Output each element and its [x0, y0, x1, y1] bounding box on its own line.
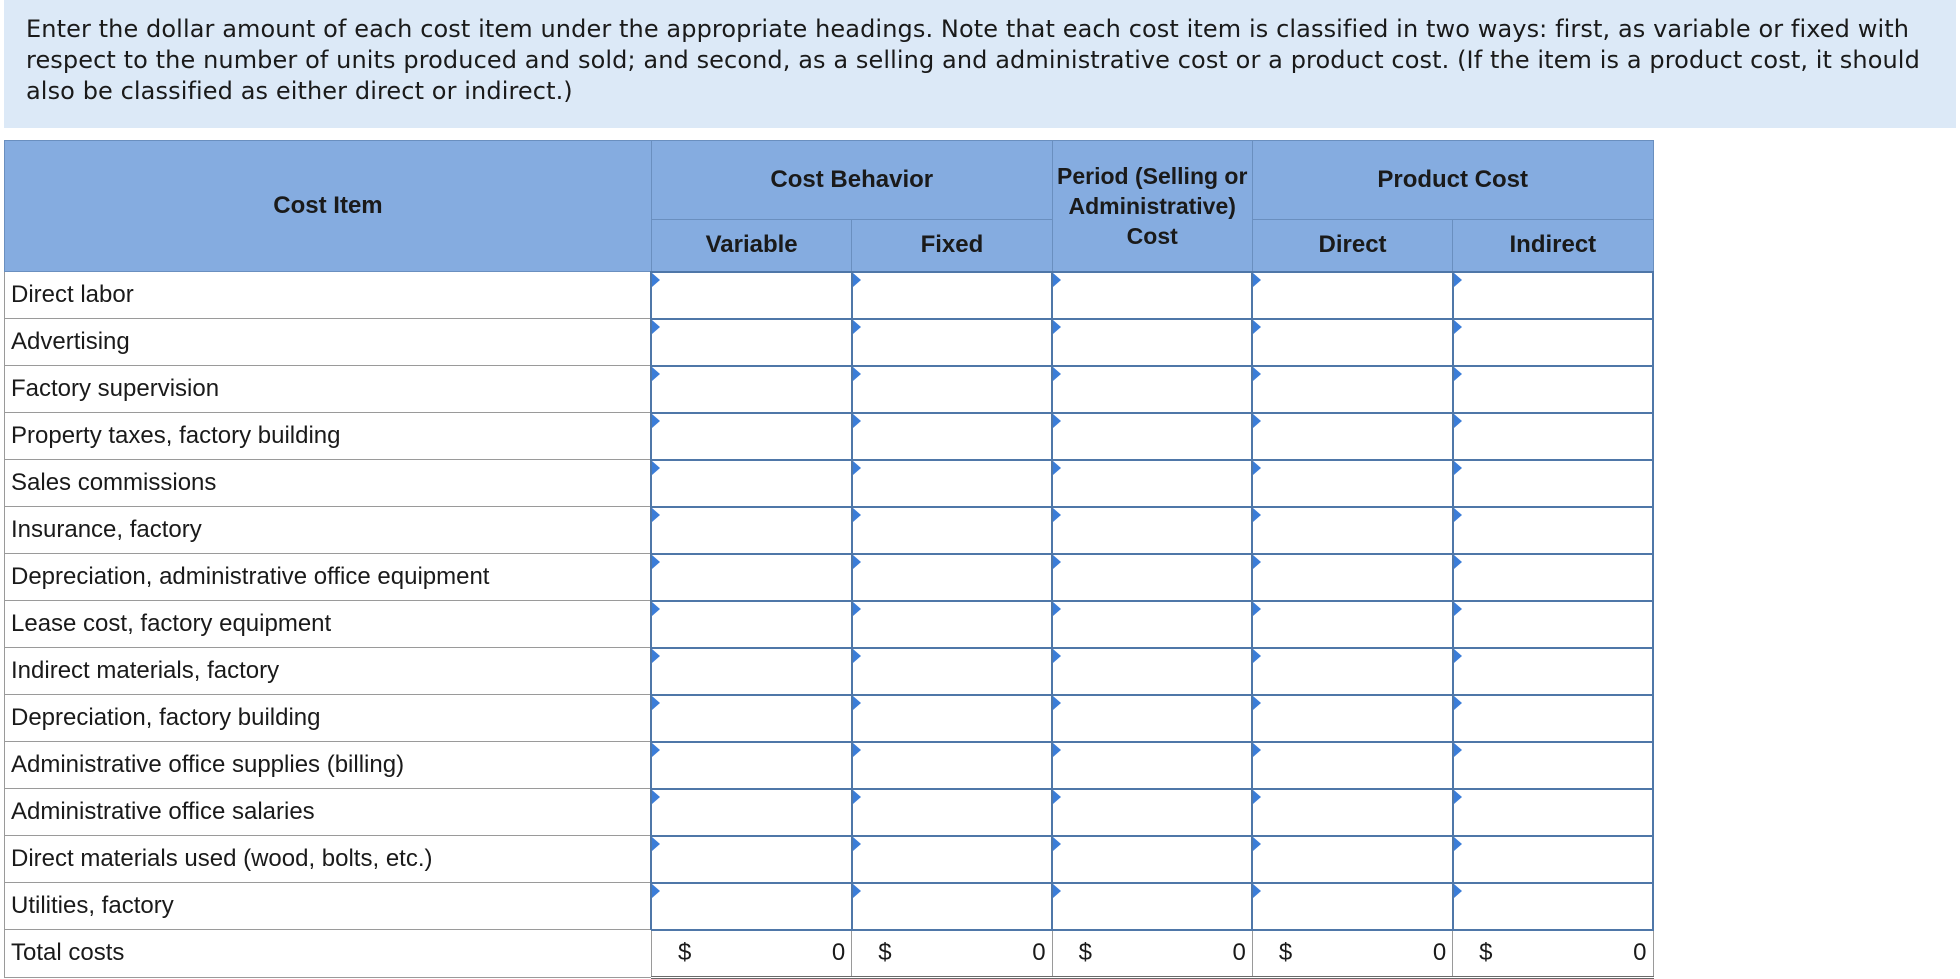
variable-input[interactable]	[652, 837, 850, 882]
fixed-cell	[852, 742, 1052, 789]
variable-cell	[651, 742, 851, 789]
period-input[interactable]	[1053, 743, 1251, 788]
indirect-cell	[1453, 366, 1653, 413]
table-row	[5, 883, 1654, 930]
variable-cell	[651, 601, 851, 648]
indirect-cell	[1453, 742, 1653, 789]
direct-input[interactable]	[1253, 508, 1451, 553]
direct-input[interactable]	[1253, 837, 1451, 882]
fixed-cell	[852, 883, 1052, 930]
variable-cell	[651, 554, 851, 601]
indirect-cell	[1453, 648, 1653, 695]
total-fixed-amount: 0	[1032, 938, 1046, 966]
direct-cell	[1252, 695, 1452, 742]
variable-input[interactable]	[652, 273, 850, 318]
cost-item-label: Factory supervision	[5, 366, 652, 413]
period-input[interactable]	[1053, 602, 1251, 647]
variable-input[interactable]	[652, 555, 850, 600]
period-cell	[1052, 695, 1252, 742]
period-cell	[1052, 742, 1252, 789]
fixed-cell	[852, 836, 1052, 883]
header-fixed: Fixed	[852, 219, 1052, 271]
cost-item-label: Direct labor	[5, 272, 652, 319]
header-cost-behavior: Cost Behavior	[651, 141, 1052, 220]
period-input[interactable]	[1053, 649, 1251, 694]
total-variable-currency: $	[677, 938, 692, 966]
fixed-cell	[852, 272, 1052, 319]
table-body	[5, 272, 1654, 930]
fixed-cell	[852, 695, 1052, 742]
indirect-input[interactable]	[1454, 320, 1652, 365]
total-direct-amount: 0	[1432, 938, 1447, 966]
period-input[interactable]	[1053, 320, 1251, 365]
table-row	[5, 319, 1654, 366]
indirect-cell	[1453, 460, 1653, 507]
table-row	[5, 460, 1654, 507]
period-cell	[1052, 272, 1252, 319]
variable-input[interactable]	[652, 884, 850, 929]
fixed-input[interactable]	[853, 790, 1051, 835]
period-cell	[1052, 460, 1252, 507]
direct-input[interactable]	[1253, 884, 1451, 929]
fixed-input[interactable]	[853, 743, 1051, 788]
cost-item-label: Depreciation, administrative office equipment	[5, 554, 652, 601]
period-input[interactable]	[1053, 555, 1251, 600]
variable-input[interactable]	[652, 367, 850, 412]
fixed-input[interactable]	[853, 837, 1051, 882]
period-cell	[1052, 836, 1252, 883]
cost-item-label: Direct materials used (wood, bolts, etc.)	[5, 836, 652, 883]
direct-input[interactable]	[1253, 320, 1451, 365]
direct-cell	[1252, 601, 1452, 648]
direct-input[interactable]	[1253, 696, 1451, 741]
indirect-input[interactable]	[1454, 461, 1652, 506]
direct-cell	[1252, 648, 1452, 695]
indirect-cell	[1453, 789, 1653, 836]
total-label: Total costs	[5, 930, 652, 978]
variable-input[interactable]	[652, 649, 850, 694]
period-cell	[1052, 554, 1252, 601]
indirect-cell	[1453, 319, 1653, 366]
direct-input[interactable]	[1253, 273, 1451, 318]
table-row	[5, 413, 1654, 460]
header-period-cost: Period (Selling or Administrative) Cost	[1052, 141, 1252, 272]
indirect-input[interactable]	[1454, 508, 1652, 553]
fixed-cell	[852, 789, 1052, 836]
period-cell	[1052, 319, 1252, 366]
variable-input[interactable]	[652, 414, 850, 459]
variable-input[interactable]	[652, 602, 850, 647]
indirect-cell	[1453, 883, 1653, 930]
indirect-cell	[1453, 695, 1653, 742]
cost-item-label: Lease cost, factory equipment	[5, 601, 652, 648]
indirect-input[interactable]	[1454, 273, 1652, 318]
direct-input[interactable]	[1253, 790, 1451, 835]
direct-cell	[1252, 413, 1452, 460]
indirect-input[interactable]	[1454, 790, 1652, 835]
period-input[interactable]	[1053, 696, 1251, 741]
period-cell	[1052, 366, 1252, 413]
variable-input[interactable]	[652, 508, 850, 553]
direct-cell	[1252, 836, 1452, 883]
cost-item-label: Administrative office salaries	[5, 789, 652, 836]
table-row	[5, 789, 1654, 836]
cost-item-label: Utilities, factory	[5, 883, 652, 930]
table-row	[5, 836, 1654, 883]
total-indirect-currency: $	[1479, 938, 1493, 966]
variable-cell	[651, 789, 851, 836]
period-cell	[1052, 507, 1252, 554]
direct-cell	[1252, 366, 1452, 413]
table-row	[5, 695, 1654, 742]
direct-input[interactable]	[1253, 555, 1451, 600]
header-product-cost: Product Cost	[1252, 141, 1653, 220]
fixed-input[interactable]	[853, 602, 1051, 647]
period-cell	[1052, 648, 1252, 695]
fixed-input[interactable]	[853, 273, 1051, 318]
indirect-cell	[1453, 272, 1653, 319]
indirect-input[interactable]	[1454, 555, 1652, 600]
period-cell	[1052, 883, 1252, 930]
indirect-cell	[1453, 836, 1653, 883]
table-row	[5, 601, 1654, 648]
variable-cell	[651, 319, 851, 366]
indirect-input[interactable]	[1454, 743, 1652, 788]
direct-input[interactable]	[1253, 367, 1451, 412]
cost-item-label: Sales commissions	[5, 460, 652, 507]
period-input[interactable]	[1053, 273, 1251, 318]
direct-input[interactable]	[1253, 461, 1451, 506]
period-input[interactable]	[1053, 508, 1251, 553]
period-input[interactable]	[1053, 837, 1251, 882]
indirect-cell	[1453, 601, 1653, 648]
direct-cell	[1252, 460, 1452, 507]
indirect-cell	[1453, 413, 1653, 460]
variable-cell	[651, 460, 851, 507]
variable-cell	[651, 413, 851, 460]
header-cost-item: Cost Item	[5, 141, 652, 272]
direct-cell	[1252, 742, 1452, 789]
fixed-input[interactable]	[853, 508, 1051, 553]
header-indirect: Indirect	[1453, 219, 1653, 271]
variable-input[interactable]	[652, 790, 850, 835]
period-input[interactable]	[1053, 884, 1251, 929]
indirect-input[interactable]	[1454, 696, 1652, 741]
indirect-cell	[1453, 554, 1653, 601]
fixed-input[interactable]	[853, 367, 1051, 412]
period-input[interactable]	[1053, 367, 1251, 412]
indirect-input[interactable]	[1454, 367, 1652, 412]
direct-input[interactable]	[1253, 743, 1451, 788]
period-input[interactable]	[1053, 790, 1251, 835]
fixed-cell	[852, 601, 1052, 648]
variable-input[interactable]	[652, 320, 850, 365]
total-fixed-currency: $	[878, 938, 892, 966]
variable-cell	[651, 695, 851, 742]
direct-cell	[1252, 272, 1452, 319]
fixed-input[interactable]	[853, 884, 1051, 929]
fixed-cell	[852, 554, 1052, 601]
fixed-input[interactable]	[853, 461, 1051, 506]
variable-cell	[651, 648, 851, 695]
indirect-input[interactable]	[1454, 649, 1652, 694]
variable-cell	[651, 507, 851, 554]
cost-item-label: Administrative office supplies (billing)	[5, 742, 652, 789]
cost-item-label: Indirect materials, factory	[5, 648, 652, 695]
table-row	[5, 648, 1654, 695]
total-indirect-amount: 0	[1633, 938, 1647, 966]
direct-cell	[1252, 883, 1452, 930]
period-input[interactable]	[1053, 461, 1251, 506]
total-period-amount: 0	[1232, 938, 1246, 966]
fixed-input[interactable]	[853, 555, 1051, 600]
instruction-text: Enter the dollar amount of each cost item under the appropriate headings. Note that each cost item is classified in two ways: first, as variable or fixed with respect to the number of units produced and sold; and second, as a selling and administrative cost or a product cost. (If the item is a product cost, it should also be classified as either direct or indirect.)	[4, 0, 1956, 128]
table-row	[5, 507, 1654, 554]
indirect-input[interactable]	[1454, 414, 1652, 459]
variable-input[interactable]	[652, 743, 850, 788]
fixed-cell	[852, 507, 1052, 554]
fixed-input[interactable]	[853, 414, 1051, 459]
variable-cell	[651, 883, 851, 930]
total-period-currency: $	[1078, 938, 1092, 966]
cost-item-label: Advertising	[5, 319, 652, 366]
fixed-input[interactable]	[853, 696, 1051, 741]
cost-item-label: Insurance, factory	[5, 507, 652, 554]
header-direct: Direct	[1252, 219, 1452, 271]
table-row	[5, 554, 1654, 601]
direct-cell	[1252, 319, 1452, 366]
direct-cell	[1252, 554, 1452, 601]
fixed-input[interactable]	[853, 320, 1051, 365]
indirect-input[interactable]	[1454, 837, 1652, 882]
fixed-cell	[852, 366, 1052, 413]
period-cell	[1052, 413, 1252, 460]
total-direct-currency: $	[1278, 938, 1293, 966]
period-cell	[1052, 601, 1252, 648]
variable-cell	[651, 272, 851, 319]
direct-input[interactable]	[1253, 649, 1451, 694]
period-input[interactable]	[1053, 414, 1251, 459]
direct-input[interactable]	[1253, 414, 1451, 459]
variable-input[interactable]	[652, 461, 850, 506]
table-row	[5, 272, 1654, 319]
total-variable-amount: 0	[831, 938, 846, 966]
header-variable: Variable	[651, 219, 851, 271]
indirect-input[interactable]	[1454, 884, 1652, 929]
fixed-cell	[852, 319, 1052, 366]
fixed-cell	[852, 413, 1052, 460]
fixed-cell	[852, 460, 1052, 507]
cost-item-label: Property taxes, factory building	[5, 413, 652, 460]
variable-cell	[651, 836, 851, 883]
variable-input[interactable]	[652, 696, 850, 741]
cost-classification-table	[4, 140, 1654, 979]
variable-cell	[651, 366, 851, 413]
direct-input[interactable]	[1253, 602, 1451, 647]
period-cell	[1052, 789, 1252, 836]
indirect-cell	[1453, 507, 1653, 554]
table-row	[5, 366, 1654, 413]
fixed-input[interactable]	[853, 649, 1051, 694]
cost-item-label: Depreciation, factory building	[5, 695, 652, 742]
direct-cell	[1252, 789, 1452, 836]
fixed-cell	[852, 648, 1052, 695]
table-row	[5, 742, 1654, 789]
direct-cell	[1252, 507, 1452, 554]
indirect-input[interactable]	[1454, 602, 1652, 647]
